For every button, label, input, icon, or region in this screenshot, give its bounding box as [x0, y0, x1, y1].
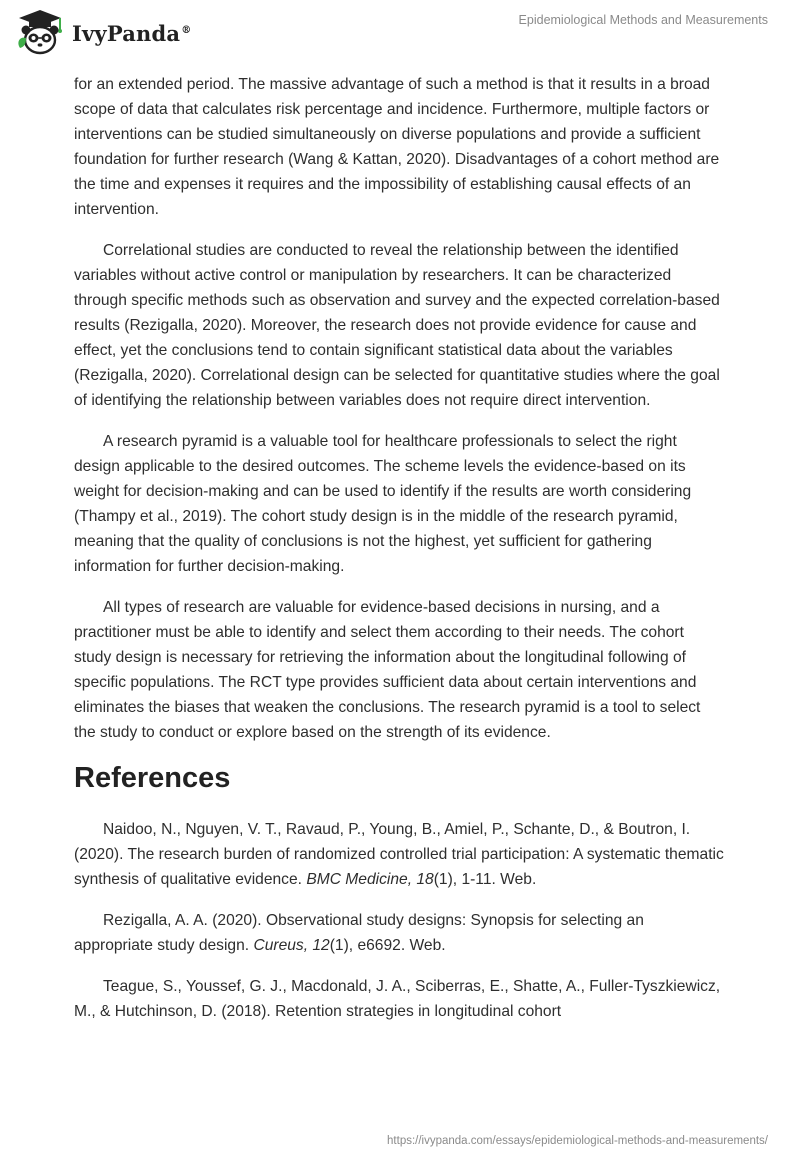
- brand-name: IvyPanda®: [72, 20, 192, 46]
- panda-mascot-icon: [14, 8, 66, 56]
- body-paragraph: All types of research are valuable for evidence-based decisions in nursing, and a practitioner must be able to identify and select them according to their needs. The cohort study design is necessary for retrieving the information about the longitudinal following of specific populations. The RCT type provides sufficient data about certain interventions and eliminates the biases that weaken the conclusions. The research pyramid is a tool to select the study to conduct or explore based on the strength of its evidence.: [74, 599, 701, 741]
- reference-item: [74, 974, 724, 1024]
- reference-journal: BMC Medicine, 18: [306, 871, 434, 888]
- document-title: Epidemiological Methods and Measurements: [518, 13, 768, 27]
- reference-item: [74, 908, 724, 958]
- reference-text: Teague, S., Youssef, G. J., Macdonald, J. A., Sciberras, E., Shatte, A., Fuller-Tyszkiewicz, M., & Hutchinson, D. (2018). Retention strategies in longitudinal cohort: [74, 978, 721, 1020]
- brand-logo[interactable]: [14, 8, 191, 56]
- page-header: [0, 0, 800, 66]
- reference-details: (1), e6692. Web.: [329, 937, 446, 954]
- body-paragraph: for an extended period. The massive advantage of such a method is that it results in a broad scope of data that calculates risk percentage and incidence. Furthermore, multiple factors or interventions can be studied simultaneously on diverse populations and provide a sufficient foundation for further research (Wang & Kattan, 2020). Disadvantages of a cohort method are the time and expenses it requires and the impossibility of establishing causal effects of an intervention.: [74, 76, 720, 218]
- body-paragraph: Correlational studies are conducted to reveal the relationship between the identified variables without active control or manipulation by researchers. It can be characterized through specific methods such as observation and survey and the expected correlation-based results (Rezigalla, 2020). Moreover, the research does not provide evidence for cause and effect, yet the conclusions tend to contain significant statistical data about the variables (Rezigalla, 2020). Correlational design can be selected for quantitative studies where the goal of identifying the relationship between variables does not require direct intervention.: [74, 242, 720, 409]
- reference-item: [74, 817, 724, 892]
- references-heading: References: [74, 762, 231, 794]
- reference-journal: Cureus, 12: [253, 937, 330, 954]
- reference-text: Naidoo, N., Nguyen, V. T., Ravaud, P., Young, B., Amiel, P., Schante, D., & Boutron, I. (2020). The research burden of randomized controlled trial participation: A systematic thematic synthesis of qualitative evidence.: [74, 821, 724, 888]
- body-paragraph: A research pyramid is a valuable tool for healthcare professionals to select the right design applicable to the desired outcomes. The scheme levels the evidence-based on its weight for decision-making and can be used to identify if the results are worth considering (Thampy et al., 2019). The cohort study design is in the middle of the research pyramid, meaning that the quality of conclusions is not the highest, yet sufficient for gathering information for further decision-making.: [74, 433, 692, 575]
- essay-content: [74, 72, 724, 1040]
- reference-text: Rezigalla, A. A. (2020). Observational study designs: Synopsis for selecting an appropriate study design.: [74, 912, 644, 954]
- source-url-link[interactable]: https://ivypanda.com/essays/epidemiological-methods-and-measurements/: [387, 1135, 768, 1147]
- reference-details: (1), 1-11. Web.: [433, 871, 537, 888]
